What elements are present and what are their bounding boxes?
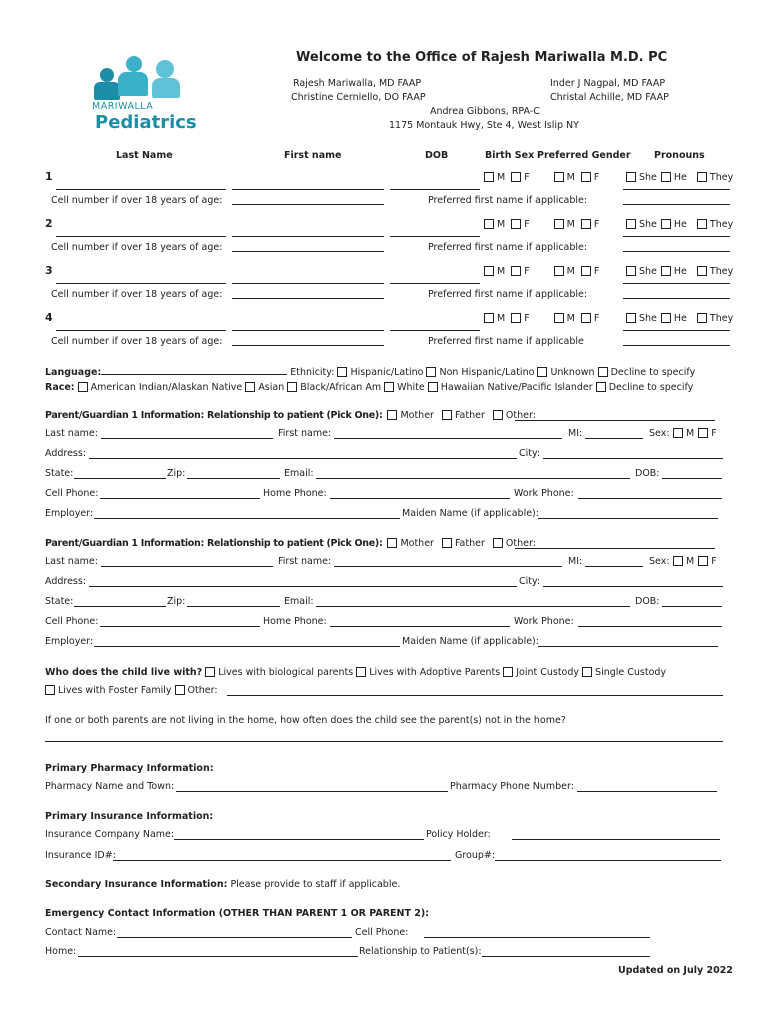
race-asian-label: Asian (258, 382, 285, 393)
guardian-zip-field[interactable] (187, 478, 280, 479)
guardian-sex-group (673, 428, 717, 439)
guardian-city-field[interactable] (543, 458, 723, 459)
guardian-sex-label: Sex: (649, 556, 670, 567)
secondary-note: Please provide to staff if applicable. (230, 879, 401, 890)
preferred-name-field-2[interactable] (623, 251, 730, 252)
guardian-zip-label: Zip: (167, 596, 186, 607)
logo-figure-3 (156, 60, 174, 78)
logo-figure-1-body (94, 82, 120, 100)
insurance-company-label: Insurance Company Name: (45, 829, 175, 840)
guardian-maiden-label: Maiden Name (if applicable): (402, 508, 539, 519)
guardian-last-name-field[interactable] (101, 438, 273, 439)
guardian-other-checkbox[interactable] (493, 410, 503, 420)
guardian-dob-label: DOB: (635, 596, 660, 607)
guardian-sex-f-checkbox[interactable] (698, 428, 708, 438)
single-custody-checkbox[interactable] (582, 667, 592, 677)
preferred-name-label: Preferred first name if applicable: (428, 242, 588, 253)
logo-figure-2 (126, 56, 142, 72)
guardian-work-label: Work Phone: (514, 488, 574, 499)
language-row (45, 367, 695, 378)
emergency-home-label: Home: (45, 946, 77, 957)
child-last-name-field[interactable] (56, 236, 226, 237)
guardian-email-field[interactable] (316, 606, 630, 607)
child-checkbox-group (484, 172, 605, 183)
hispanic-label: Hispanic/Latino (350, 367, 424, 378)
page-title: Welcome to the Office of Rajesh Mariwalla M.D. PC (296, 50, 668, 65)
col-pronouns: Pronouns (654, 150, 705, 161)
emergency-relationship-field[interactable] (482, 956, 650, 957)
guardian-other-label: Other: (505, 410, 536, 421)
lives-foster-label: Lives with Foster Family (58, 685, 172, 696)
pronoun-they-checkbox[interactable] (697, 266, 707, 276)
race-hawaiian-checkbox[interactable] (428, 382, 438, 392)
guardian-sex-group (673, 556, 717, 567)
guardian-mother-label: Mother (400, 538, 434, 549)
guardian-state-label: State: (45, 468, 74, 479)
preferred-name-label: Preferred first name if applicable: (428, 289, 588, 300)
guardian-employer-label: Employer: (45, 508, 94, 519)
lives-bio-label: Lives with biological parents (218, 667, 354, 678)
guardian-home-field[interactable] (330, 498, 510, 499)
guardian-email-label: Email: (284, 596, 314, 607)
provider-left-2: Christine Cerniello, DO FAAP (291, 92, 426, 103)
cell-number-label: Cell number if over 18 years of age: (51, 289, 223, 300)
pronoun-group (626, 219, 737, 230)
pronoun-he-checkbox[interactable] (661, 219, 671, 229)
guardian-address-label: Address: (45, 448, 87, 459)
guardian-mother-checkbox[interactable] (387, 538, 397, 548)
emergency-heading: Emergency Contact Information (OTHER THAN PARENT 1 OR PARENT 2): (45, 908, 430, 919)
guardian-sex-m-checkbox[interactable] (673, 428, 683, 438)
guardian-state-field[interactable] (74, 478, 166, 479)
provider-right-2: Christal Achille, MD FAAP (550, 92, 669, 103)
ethnicity-label: Ethnicity: (290, 367, 335, 378)
guardian-first-name-label: First name: (278, 428, 332, 439)
emergency-relationship-label: Relationship to Patient(s): (359, 946, 482, 957)
guardian-sex-f-label: F (711, 428, 717, 439)
lives-with-question: Who does the child live with? (45, 667, 203, 678)
pronoun-he-checkbox[interactable] (661, 313, 671, 323)
guardian-sex-f-checkbox[interactable] (698, 556, 708, 566)
race-white-label: White (397, 382, 425, 393)
guardian-dob-field[interactable] (662, 606, 722, 607)
birth-sex-f-label: F (524, 266, 530, 277)
guardian-mother-checkbox[interactable] (387, 410, 397, 420)
pronoun-group (626, 313, 737, 324)
guardian-heading: Parent/Guardian 1 Information: Relationship to patient (Pick One): (45, 538, 383, 549)
pronoun-group (626, 266, 737, 277)
group-field[interactable] (495, 860, 721, 861)
pronoun-she-checkbox[interactable] (626, 266, 636, 276)
col-birth-sex: Birth Sex (485, 150, 535, 161)
lives-other-field[interactable] (227, 695, 723, 696)
logo-bottom-text: Pediatrics (95, 112, 197, 133)
child-cell-field[interactable] (232, 298, 384, 299)
cell-number-label: Cell number if over 18 years of age: (51, 195, 223, 206)
visit-question: If one or both parents are not living in the home, how often does the child see the parent(s) not in the home? (45, 715, 566, 726)
guardian-employer-field[interactable] (94, 646, 400, 647)
preferred-name-field-2[interactable] (623, 345, 730, 346)
col-first-name: First name (284, 150, 342, 161)
pref-gender-f-label: F (593, 266, 600, 277)
pref-gender-m-checkbox[interactable] (554, 172, 564, 182)
group-label: Group#: (455, 850, 496, 861)
guardian-father-label: Father (454, 410, 485, 421)
pronoun-group (626, 172, 737, 183)
guardian-first-name-field[interactable] (334, 566, 562, 567)
guardian-other-field[interactable] (515, 548, 715, 549)
pref-gender-m-label: M (566, 313, 575, 324)
guardian-last-name-label: Last name: (45, 556, 98, 567)
guardian-last-name-field[interactable] (101, 566, 273, 567)
guardian-address-field[interactable] (89, 586, 517, 587)
child-first-name-field[interactable] (232, 330, 384, 331)
guardian-mi-label: MI: (568, 556, 583, 567)
preferred-name-field[interactable] (623, 189, 730, 190)
emergency-cell-field[interactable] (424, 937, 650, 938)
logo-figure-1 (100, 68, 114, 82)
insurance-id-label: Insurance ID#: (45, 850, 116, 861)
guardian-dob-field[interactable] (662, 478, 722, 479)
birth-sex-f-checkbox[interactable] (511, 172, 521, 182)
guardian-first-name-field[interactable] (334, 438, 562, 439)
birth-sex-m-checkbox[interactable] (484, 313, 494, 323)
pharmacy-name-field[interactable] (176, 791, 448, 792)
race-white-checkbox[interactable] (384, 382, 394, 392)
policy-holder-field[interactable] (512, 839, 720, 840)
pronoun-she-checkbox[interactable] (626, 313, 636, 323)
col-dob: DOB (425, 150, 449, 161)
race-ai-checkbox[interactable] (78, 382, 88, 392)
insurance-company-field[interactable] (174, 839, 424, 840)
child-dob-field[interactable] (390, 189, 480, 190)
preferred-gender-group (554, 313, 606, 324)
birth-sex-m-checkbox[interactable] (484, 172, 494, 182)
guardian-state-field[interactable] (74, 606, 166, 607)
pronoun-she-label: She (639, 266, 657, 277)
preferred-gender-group (554, 172, 606, 183)
child-dob-field[interactable] (390, 330, 480, 331)
guardian-work-label: Work Phone: (514, 616, 574, 627)
pronoun-they-label: They (709, 266, 734, 277)
guardian-sex-label: Sex: (649, 428, 670, 439)
pref-gender-m-checkbox[interactable] (554, 219, 564, 229)
child-cell-field[interactable] (232, 251, 384, 252)
guardian-maiden-field[interactable] (538, 646, 718, 647)
lives-with-row-2 (45, 685, 218, 696)
guardian-other-field[interactable] (515, 420, 715, 421)
birth-sex-f-checkbox[interactable] (511, 219, 521, 229)
race-decline-label: Decline to specify (608, 382, 694, 393)
lives-other-label: Other: (187, 685, 218, 696)
child-first-name-field[interactable] (232, 236, 384, 237)
lives-other-checkbox[interactable] (175, 685, 185, 695)
emergency-name-field[interactable] (117, 937, 352, 938)
ethnicity-decline-label: Decline to specify (610, 367, 696, 378)
pronoun-they-label: They (709, 172, 734, 183)
pref-gender-f-checkbox[interactable] (581, 172, 591, 182)
logo-top-text: MARIWALLA (92, 101, 154, 112)
race-black-checkbox[interactable] (287, 382, 297, 392)
logo-figure-2-body (118, 72, 148, 96)
child-last-name-field[interactable] (56, 283, 226, 284)
guardian-employer-field[interactable] (94, 518, 400, 519)
insurance-heading: Primary Insurance Information: (45, 811, 214, 822)
provider-right-1: Inder J Nagpal, MD FAAP (550, 78, 666, 89)
pronoun-she-checkbox[interactable] (626, 172, 636, 182)
logo-figure-3-body (152, 78, 180, 98)
pharmacy-phone-field[interactable] (577, 791, 717, 792)
guardian-other-label: Other: (505, 538, 536, 549)
pref-gender-f-label: F (593, 313, 600, 324)
preferred-name-field[interactable] (623, 283, 730, 284)
cell-number-label: Cell number if over 18 years of age: (51, 336, 223, 347)
guardian-address-label: Address: (45, 576, 87, 587)
guardian-sex-m-label: M (686, 556, 695, 567)
language-label: Language: (45, 367, 102, 378)
pronoun-they-checkbox[interactable] (697, 313, 707, 323)
pref-gender-f-checkbox[interactable] (581, 266, 591, 276)
lives-adoptive-label: Lives with Adoptive Parents (369, 667, 501, 678)
guardian-father-checkbox[interactable] (442, 538, 452, 548)
guardian-maiden-label: Maiden Name (if applicable): (402, 636, 539, 647)
race-hawaiian-label: Hawaiian Native/Pacific Islander (440, 382, 593, 393)
guardian-city-label: City: (519, 448, 541, 459)
guardian-father-checkbox[interactable] (442, 410, 452, 420)
child-last-name-field[interactable] (56, 189, 226, 190)
pref-gender-m-checkbox[interactable] (554, 313, 564, 323)
lives-adoptive-checkbox[interactable] (356, 667, 366, 677)
child-checkbox-group (484, 313, 605, 324)
birth-sex-f-label: F (524, 172, 530, 183)
guardian-sex-m-checkbox[interactable] (673, 556, 683, 566)
insurance-id-field[interactable] (113, 860, 451, 861)
guardian-work-field[interactable] (578, 498, 722, 499)
preferred-gender-group (554, 266, 606, 277)
guardian-email-field[interactable] (316, 478, 630, 479)
guardian-last-name-label: Last name: (45, 428, 98, 439)
ethnicity-decline-checkbox[interactable] (598, 367, 608, 377)
unknown-label: Unknown (550, 367, 595, 378)
guardian-home-label: Home Phone: (263, 616, 327, 627)
pronoun-she-label: She (639, 219, 657, 230)
lives-with-row (45, 667, 666, 678)
guardian-cell-field[interactable] (100, 498, 260, 499)
unknown-checkbox[interactable] (537, 367, 547, 377)
pronoun-she-label: She (639, 172, 657, 183)
guardian-city-label: City: (519, 576, 541, 587)
guardian-work-field[interactable] (578, 626, 722, 627)
birth-sex-m-checkbox[interactable] (484, 266, 494, 276)
child-row-number: 2 (45, 217, 53, 230)
pronoun-they-label: They (709, 313, 734, 324)
pref-gender-m-label: M (566, 266, 575, 277)
guardian-state-label: State: (45, 596, 74, 607)
race-decline-checkbox[interactable] (596, 382, 606, 392)
guardian-mi-label: MI: (568, 428, 583, 439)
birth-sex-f-checkbox[interactable] (511, 266, 521, 276)
pref-gender-m-label: M (566, 172, 575, 183)
pref-gender-f-checkbox[interactable] (581, 313, 591, 323)
emergency-cell-label: Cell Phone: (355, 927, 409, 938)
child-first-name-field[interactable] (232, 189, 384, 190)
language-field[interactable] (101, 374, 287, 375)
guardian-mi-field[interactable] (585, 566, 643, 567)
guardian-employer-label: Employer: (45, 636, 94, 647)
guardian-heading: Parent/Guardian 1 Information: Relationship to patient (Pick One): (45, 410, 383, 421)
guardian-sex-m-label: M (686, 428, 695, 439)
pronoun-they-checkbox[interactable] (697, 219, 707, 229)
col-last-name: Last Name (116, 150, 173, 161)
policy-holder-label: Policy Holder: (426, 829, 491, 840)
guardian-dob-label: DOB: (635, 468, 660, 479)
child-last-name-field[interactable] (56, 330, 226, 331)
pronoun-they-label: They (709, 219, 734, 230)
preferred-name-field-2[interactable] (623, 204, 730, 205)
birth-sex-f-label: F (524, 313, 530, 324)
guardian-zip-field[interactable] (187, 606, 280, 607)
guardian-sex-f-label: F (711, 556, 717, 567)
lives-foster-checkbox[interactable] (45, 685, 55, 695)
guardian-cell-field[interactable] (100, 626, 260, 627)
hispanic-checkbox[interactable] (337, 367, 347, 377)
pref-gender-f-label: F (593, 219, 600, 230)
pronoun-she-label: She (639, 313, 657, 324)
practice-logo (88, 52, 198, 140)
guardian-city-field[interactable] (543, 586, 723, 587)
child-dob-field[interactable] (390, 236, 480, 237)
joint-custody-checkbox[interactable] (503, 667, 513, 677)
preferred-name-field[interactable] (623, 236, 730, 237)
race-label: Race: (45, 382, 75, 393)
non-hispanic-checkbox[interactable] (426, 367, 436, 377)
race-ai-label: American Indian/Alaskan Native (90, 382, 243, 393)
child-cell-field[interactable] (232, 204, 384, 205)
guardian-email-label: Email: (284, 468, 314, 479)
emergency-home-field[interactable] (78, 956, 358, 957)
birth-sex-m-label: M (497, 172, 506, 183)
guardian-home-field[interactable] (330, 626, 510, 627)
race-row (45, 382, 693, 393)
preferred-name-field[interactable] (623, 330, 730, 331)
child-dob-field[interactable] (390, 283, 480, 284)
guardian-other-checkbox[interactable] (493, 538, 503, 548)
pharmacy-heading: Primary Pharmacy Information: (45, 763, 214, 774)
birth-sex-m-label: M (497, 266, 506, 277)
pronoun-she-checkbox[interactable] (626, 219, 636, 229)
child-row-number: 1 (45, 170, 53, 183)
visit-answer-field[interactable] (45, 741, 723, 742)
pref-gender-f-checkbox[interactable] (581, 219, 591, 229)
updated-date: Updated on July 2022 (618, 965, 733, 976)
pronoun-he-label: He (673, 172, 687, 183)
preferred-gender-group (554, 219, 606, 230)
guardian-zip-label: Zip: (167, 468, 186, 479)
guardian-cell-label: Cell Phone: (45, 616, 99, 627)
child-row-number: 3 (45, 264, 53, 277)
lives-bio-checkbox[interactable] (205, 667, 215, 677)
pharmacy-phone-label: Pharmacy Phone Number: (450, 781, 574, 792)
col-preferred-gender: Preferred Gender (537, 150, 631, 161)
guardian-maiden-field[interactable] (538, 518, 718, 519)
child-checkbox-group (484, 219, 605, 230)
birth-sex-f-label: F (524, 219, 530, 230)
birth-sex-m-checkbox[interactable] (484, 219, 494, 229)
guardian-heading-row (45, 410, 539, 421)
birth-sex-f-checkbox[interactable] (511, 313, 521, 323)
pharmacy-name-label: Pharmacy Name and Town: (45, 781, 175, 792)
guardian-address-field[interactable] (89, 458, 517, 459)
provider-left-1: Rajesh Mariwalla, MD FAAP (293, 78, 422, 89)
child-row-number: 4 (45, 311, 53, 324)
provider-center: Andrea Gibbons, RPA-C (430, 106, 540, 117)
child-first-name-field[interactable] (232, 283, 384, 284)
pref-gender-m-label: M (566, 219, 575, 230)
preferred-name-label: Preferred first name if applicable (428, 336, 584, 347)
race-asian-checkbox[interactable] (245, 382, 255, 392)
office-address: 1175 Montauk Hwy, Ste 4, West Islip NY (389, 120, 579, 131)
pronoun-they-checkbox[interactable] (697, 172, 707, 182)
guardian-mother-label: Mother (400, 410, 434, 421)
guardian-mi-field[interactable] (585, 438, 643, 439)
child-checkbox-group (484, 266, 605, 277)
non-hispanic-label: Non Hispanic/Latino (439, 367, 535, 378)
pronoun-he-label: He (673, 219, 687, 230)
joint-custody-label: Joint Custody (516, 667, 580, 678)
pronoun-he-checkbox[interactable] (661, 266, 671, 276)
race-black-label: Black/African Am (300, 382, 382, 393)
child-cell-field[interactable] (232, 345, 384, 346)
guardian-heading-row (45, 538, 539, 549)
secondary-heading: Secondary Insurance Information: (45, 879, 228, 890)
pronoun-he-label: He (673, 313, 687, 324)
birth-sex-m-label: M (497, 219, 506, 230)
guardian-first-name-label: First name: (278, 556, 332, 567)
guardian-cell-label: Cell Phone: (45, 488, 99, 499)
single-custody-label: Single Custody (595, 667, 667, 678)
preferred-name-field-2[interactable] (623, 298, 730, 299)
pronoun-he-label: He (673, 266, 687, 277)
secondary-insurance (45, 879, 400, 890)
guardian-home-label: Home Phone: (263, 488, 327, 499)
guardian-father-label: Father (454, 538, 485, 549)
pref-gender-f-label: F (593, 172, 600, 183)
emergency-name-label: Contact Name: (45, 927, 117, 938)
cell-number-label: Cell number if over 18 years of age: (51, 242, 223, 253)
pref-gender-m-checkbox[interactable] (554, 266, 564, 276)
birth-sex-m-label: M (497, 313, 506, 324)
pronoun-he-checkbox[interactable] (661, 172, 671, 182)
preferred-name-label: Preferred first name if applicable: (428, 195, 588, 206)
